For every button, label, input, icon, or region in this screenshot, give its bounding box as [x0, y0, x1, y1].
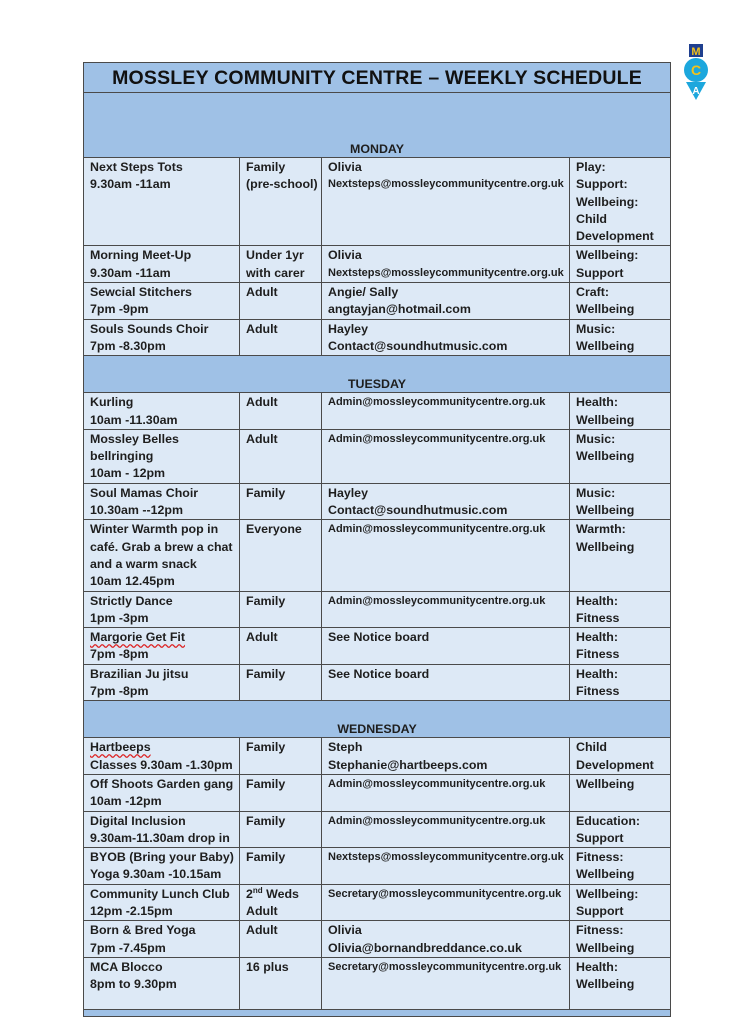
activity-cell [84, 283, 240, 320]
activity-name: Brazilian Ju jitsu [90, 666, 189, 681]
activity-name: Born & Bred Yoga [90, 923, 196, 938]
tag-line: Wellbeing [576, 776, 635, 791]
schedule-row [84, 520, 671, 591]
group-line: Adult [246, 285, 278, 300]
activity-time: 1pm -3pm [90, 610, 149, 625]
tag-line: Support: [576, 177, 628, 192]
tag-line: Wellbeing [576, 940, 635, 955]
activity-time: Classes 9.30am -1.30pm [90, 757, 233, 772]
contact-email: Olivia@bornandbreddance.co.uk [328, 940, 522, 955]
logo-letter-a: A [692, 86, 700, 97]
activity-cell [84, 628, 240, 665]
group-line: Adult [246, 923, 278, 938]
tag-line: Support [576, 830, 624, 845]
tag-line: Wellbeing: [576, 194, 639, 209]
tag-line: Fitness: [576, 850, 624, 865]
contact-name: See Notice board [328, 666, 430, 681]
contact-name: Hayley [328, 321, 368, 336]
activity-time: 10am 12.45pm [90, 574, 175, 589]
contact-cell [322, 921, 570, 958]
tags-cell [570, 811, 671, 848]
group-cell [240, 393, 322, 430]
activity-cell [84, 738, 240, 775]
activity-time: 10am -12pm [90, 794, 162, 809]
activity-cell [84, 393, 240, 430]
contact-email: Admin@mossleycommunitycentre.org.uk [328, 594, 546, 607]
group-cell [240, 591, 322, 628]
tag-line: Health: [576, 395, 618, 410]
activity-time: 7pm -7.45pm [90, 940, 166, 955]
schedule-row [84, 848, 671, 885]
contact-cell [322, 957, 570, 1009]
activity-time: 9.30am -11am [90, 265, 171, 280]
day-header-row [84, 93, 671, 158]
group-cell [240, 811, 322, 848]
tag-line: Support [576, 265, 624, 280]
tag-line: Music: [576, 485, 616, 500]
group-line: Adult [246, 903, 278, 918]
schedule-row [84, 884, 671, 921]
schedule-row [84, 628, 671, 665]
activity-time: 7pm -9pm [90, 302, 149, 317]
schedule-row [84, 591, 671, 628]
tag-line: Wellbeing: [576, 886, 639, 901]
group-line: 16 plus [246, 959, 289, 974]
group-line: Everyone [246, 522, 302, 537]
tags-cell [570, 246, 671, 283]
activity-time: 9.30am -11am [90, 177, 171, 192]
contact-name: Angie/ Sally [328, 285, 399, 300]
day-header-row [84, 701, 671, 738]
activity-name: Strictly Dance [90, 593, 173, 608]
activity-name: Mossley Belles bellringing [90, 431, 179, 464]
tag-line: Wellbeing [576, 412, 635, 427]
group-cell [240, 520, 322, 591]
activity-name: Kurling [90, 395, 134, 410]
contact-email: Admin@mossleycommunitycentre.org.uk [328, 523, 546, 536]
activity-time: 9.30am-11.30am drop in [90, 830, 230, 845]
tags-cell [570, 283, 671, 320]
contact-name: Steph [328, 740, 363, 755]
tag-line: Wellbeing [576, 503, 635, 518]
contact-email: Admin@mossleycommunitycentre.org.uk [328, 396, 546, 409]
schedule-row [84, 483, 671, 520]
tags-cell [570, 429, 671, 483]
activity-name: Digital Inclusion [90, 813, 186, 828]
schedule-row [84, 664, 671, 701]
activity-cell [84, 664, 240, 701]
contact-email: Secretary@mossleycommunitycentre.org.uk [328, 960, 562, 973]
tags-cell [570, 664, 671, 701]
group-line: Family [246, 776, 286, 791]
contact-email: Admin@mossleycommunitycentre.org.uk [328, 777, 546, 790]
tag-line: Support [576, 903, 624, 918]
contact-cell [322, 774, 570, 811]
schedule-row [84, 738, 671, 775]
contact-name: Olivia [328, 160, 362, 174]
tag-line: Health: [576, 593, 618, 608]
activity-name: Sewcial Stitchers [90, 285, 192, 300]
group-line: Family [246, 813, 286, 828]
activity-name: Next Steps Tots [90, 160, 183, 174]
activity-cell [84, 811, 240, 848]
contact-cell [322, 628, 570, 665]
group-cell [240, 429, 322, 483]
tags-cell [570, 393, 671, 430]
contact-email: Stephanie@hartbeeps.com [328, 757, 488, 772]
contact-cell [322, 591, 570, 628]
activity-cell [84, 520, 240, 591]
activity-cell [84, 884, 240, 921]
schedule-row [84, 246, 671, 283]
schedule-row [84, 393, 671, 430]
tag-line: Health: [576, 630, 618, 645]
group-line: Family [246, 666, 286, 681]
activity-cell [84, 921, 240, 958]
footer-band [84, 1009, 671, 1016]
group-line: Family [246, 485, 286, 500]
weekly-schedule-table [83, 62, 671, 1017]
group-line: Adult [246, 431, 278, 446]
activity-name: Morning Meet-Up [90, 248, 192, 263]
tags-cell [570, 738, 671, 775]
group-line: Family [246, 160, 286, 174]
mca-logo [681, 44, 711, 102]
group-line: Under 1yr [246, 248, 304, 263]
tag-line: Music: [576, 431, 616, 446]
activity-time: Yoga 9.30am -10.15am [90, 867, 222, 882]
activity-cell [84, 158, 240, 246]
activity-time: 12pm -2.15pm [90, 903, 173, 918]
contact-cell [322, 664, 570, 701]
group-cell [240, 319, 322, 356]
activity-time: 7pm -8pm [90, 647, 149, 662]
tag-line: Child [576, 740, 607, 755]
contact-cell [322, 848, 570, 885]
contact-email: Nextsteps@mossleycommunitycentre.org.uk [328, 178, 564, 191]
contact-email: Secretary@mossleycommunitycentre.org.uk [328, 887, 562, 900]
activity-cell [84, 774, 240, 811]
group-cell [240, 664, 322, 701]
tag-line: Wellbeing [576, 539, 635, 554]
contact-name: See Notice board [328, 630, 430, 645]
contact-cell [322, 246, 570, 283]
activity-name [90, 739, 235, 756]
tags-cell [570, 628, 671, 665]
group-line: with carer [246, 265, 305, 280]
activity-cell [84, 957, 240, 1009]
tags-cell [570, 921, 671, 958]
group-line: Family [246, 850, 286, 865]
activity-cell [84, 319, 240, 356]
activity-name: BYOB (Bring your Baby) [90, 850, 234, 865]
logo-letter-c: C [690, 62, 702, 78]
group-cell [240, 921, 322, 958]
tags-cell [570, 884, 671, 921]
schedule-row [84, 811, 671, 848]
group-cell [240, 158, 322, 246]
tag-line: Health: [576, 666, 618, 681]
contact-cell [322, 811, 570, 848]
contact-cell [322, 429, 570, 483]
tags-cell [570, 319, 671, 356]
tag-line: Child [576, 211, 607, 226]
day-heading: MONDAY [84, 93, 671, 158]
tag-line: Fitness [576, 647, 620, 662]
day-heading: TUESDAY [84, 356, 671, 393]
contact-cell [322, 520, 570, 591]
tag-line: Development [576, 229, 654, 244]
tags-cell [570, 774, 671, 811]
tag-line: Fitness: [576, 923, 624, 938]
group-cell [240, 628, 322, 665]
group-line: (pre-school) [246, 177, 318, 192]
activity-cell [84, 591, 240, 628]
contact-email: Nextsteps@mossleycommunitycentre.org.uk [328, 851, 564, 864]
schedule-row [84, 774, 671, 811]
tag-line: Health: [576, 959, 618, 974]
tag-line: Wellbeing [576, 977, 635, 992]
group-cell [240, 884, 322, 921]
group-cell [240, 848, 322, 885]
contact-email: Contact@soundhutmusic.com [328, 503, 508, 518]
group-line: Adult [246, 321, 278, 336]
tag-line: Wellbeing: [576, 248, 639, 263]
activity-cell [84, 848, 240, 885]
contact-name: Olivia [328, 923, 362, 938]
schedule-row [84, 283, 671, 320]
activity-time: 10.30am --12pm [90, 503, 183, 518]
contact-cell [322, 319, 570, 356]
footer-band-row [84, 1009, 671, 1016]
activity-time: 8pm to 9.30pm [90, 977, 177, 992]
schedule-row [84, 429, 671, 483]
day-heading: WEDNESDAY [84, 701, 671, 738]
page-title: MOSSLEY COMMUNITY CENTRE – WEEKLY SCHEDULE [84, 63, 671, 93]
tag-line: Development [576, 757, 654, 772]
activity-name [90, 629, 235, 646]
contact-name: Olivia [328, 248, 362, 263]
group-cell [240, 246, 322, 283]
schedule-row [84, 957, 671, 1009]
logo-letter-m: M [691, 46, 701, 58]
activity-cell [84, 429, 240, 483]
group-line: Family [246, 593, 286, 608]
activity-time: 10am -11.30am [90, 412, 178, 427]
contact-email: Contact@soundhutmusic.com [328, 338, 508, 353]
tag-line: Warmth: [576, 522, 626, 537]
activity-name: MCA Blocco [90, 959, 163, 974]
activity-time: 7pm -8.30pm [90, 338, 166, 353]
schedule-row [84, 319, 671, 356]
schedule-row [84, 158, 671, 246]
title-row [84, 63, 671, 93]
activity-name: Winter Warmth pop in café. Grab a brew a chat and a warm snack [90, 522, 233, 571]
tag-line: Fitness [576, 684, 620, 699]
contact-email: Admin@mossleycommunitycentre.org.uk [328, 432, 546, 445]
tag-line: Wellbeing [576, 867, 635, 882]
activity-cell [84, 246, 240, 283]
tag-line: Play: [576, 160, 606, 174]
day-header-row [84, 356, 671, 393]
group-line [246, 886, 317, 903]
tags-cell [570, 848, 671, 885]
tags-cell [570, 158, 671, 246]
contact-email: Admin@mossleycommunitycentre.org.uk [328, 814, 546, 827]
activity-name-text: Hartbeeps [90, 740, 151, 755]
group-cell [240, 738, 322, 775]
activity-name: Off Shoots Garden gang [90, 776, 234, 791]
activity-time: 10am - 12pm [90, 466, 166, 481]
group-ordinal: 2 [246, 886, 253, 901]
tags-cell [570, 520, 671, 591]
group-weds: Weds [262, 886, 299, 901]
group-line: Adult [246, 630, 278, 645]
group-line: Family [246, 740, 286, 755]
group-cell [240, 774, 322, 811]
activity-cell [84, 483, 240, 520]
contact-cell [322, 283, 570, 320]
activity-name: Soul Mamas Choir [90, 485, 199, 500]
activity-name-text: Margorie Get Fit [90, 630, 186, 645]
tag-line: Wellbeing [576, 302, 635, 317]
contact-cell [322, 884, 570, 921]
tag-line: Wellbeing [576, 449, 635, 464]
tags-cell [570, 591, 671, 628]
contact-cell [322, 483, 570, 520]
contact-cell [322, 393, 570, 430]
tags-cell [570, 957, 671, 1009]
group-line: Adult [246, 395, 278, 410]
contact-name: Hayley [328, 485, 368, 500]
contact-cell [322, 158, 570, 246]
group-cell [240, 957, 322, 1009]
contact-email: Nextsteps@mossleycommunitycentre.org.uk [328, 266, 564, 279]
group-ordinal-suffix: nd [252, 885, 263, 895]
tag-line: Craft: [576, 285, 610, 300]
tag-line: Music: [576, 321, 616, 336]
activity-time: 7pm -8pm [90, 684, 149, 699]
tags-cell [570, 483, 671, 520]
tag-line: Education: [576, 813, 641, 828]
activity-name: Souls Sounds Choir [90, 321, 209, 336]
group-cell [240, 483, 322, 520]
activity-name: Community Lunch Club [90, 886, 230, 901]
tag-line: Wellbeing [576, 338, 635, 353]
schedule-row [84, 921, 671, 958]
group-cell [240, 283, 322, 320]
tag-line: Fitness [576, 610, 620, 625]
contact-email: angtayjan@hotmail.com [328, 302, 471, 317]
contact-cell [322, 738, 570, 775]
